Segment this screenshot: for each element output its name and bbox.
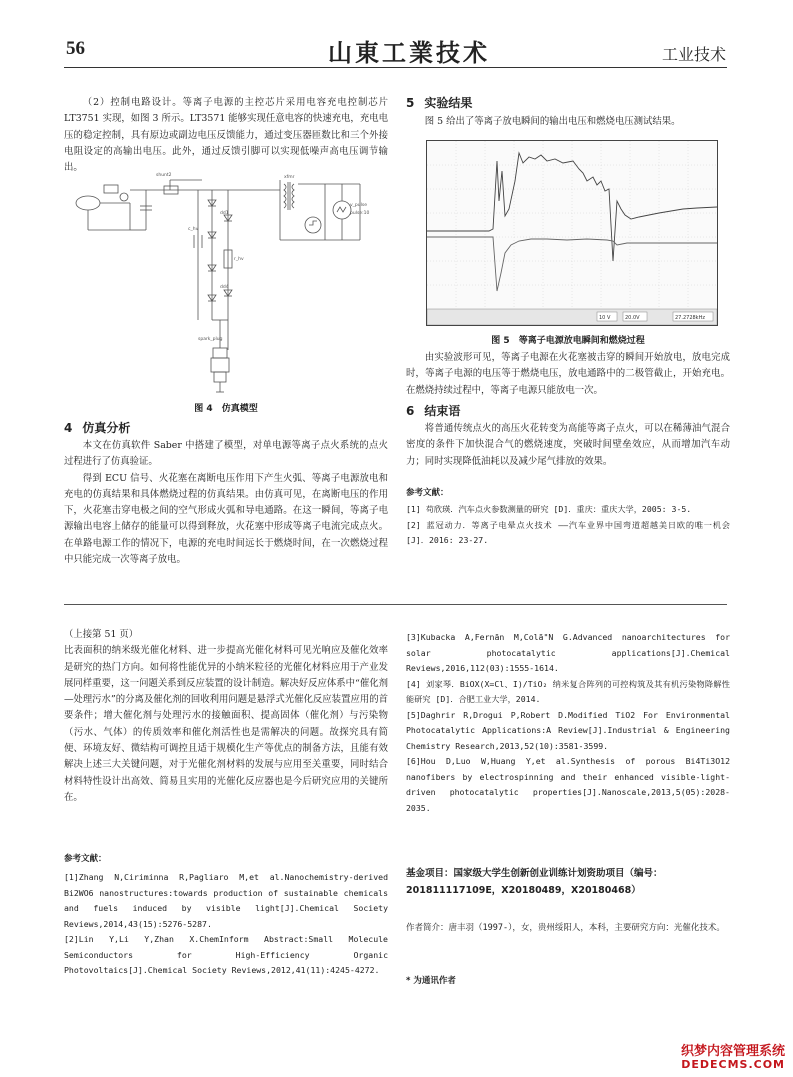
fund-info: 基金项目：国家级大学生创新创业训练计划资助项目（编号：201811117109E，X20180489，X20180468） — [406, 868, 663, 896]
page-number: 56 — [66, 38, 85, 59]
svg-text:dd1: dd1 — [220, 211, 229, 216]
continued-note: （上接第 51 页） — [64, 629, 139, 640]
figure4-circuit-diagram — [70, 170, 380, 400]
journal-logo: 山東工業技术 — [328, 38, 490, 67]
left-column-sim — [64, 438, 388, 568]
section-label: 工业技术 — [662, 45, 727, 64]
svg-text:dd4: dd4 — [220, 285, 229, 290]
top-references — [406, 486, 730, 549]
svg-text:shunt2: shunt2 — [156, 173, 172, 178]
section4-heading — [64, 419, 130, 437]
figure5-oscilloscope — [426, 140, 718, 326]
paragraph-sim-results: 得到 ECU 信号、火花塞在离断电压作用下产生火弧、等离子电源放电和充电的仿真结果和具体燃烧过程的仿真结果。由仿真可见，在离断电压的作用下，火花塞击穿电极之间的空气形成火弧和导电通路。在这一瞬间，等离子电源输出电容上储存的能量可以得到释放，火花塞中形成等离子电流完成点火。在单路电源工作的情况下，电源的充电时间远长于燃烧时间，在一次燃烧过程中只能完成一次等离子放电。 — [64, 472, 388, 566]
paragraph-fig5-intro: 图 5 给出了等离子放电瞬间的输出电压和燃烧电压测试结果。 — [424, 116, 681, 127]
section5-number: 5 — [406, 96, 415, 110]
section6-number: 6 — [406, 404, 415, 418]
figure5-caption: 图 5 等离子电源放电瞬间和燃烧过程 — [491, 336, 645, 346]
bottom-ref-5: [5]Daghrir R,Drogui P,Robert D.Modified TiO2 For Environmental Photocatalytic Applications:A Review[J].Industrial & Engineering Chemistry Research,2013,52(10):3581-3599. — [406, 709, 730, 751]
paragraph-control-circuit: （2）控制电路设计。等离子电源的主控芯片采用电容充电控制芯片 LT3751 实现，如图 3 所示。LT3571 能够实现任意电容的快速充电，充电电压的稳定控制，具有原边或副边电压反馈能力，通过变压器匝数比和三个外接电阻设定的高输出电压。此外，通过反馈引脚可以实现低噪声高电压调节输出。 — [64, 97, 388, 174]
scope-ch1-scale: 10 V — [599, 315, 611, 321]
paragraph-conclusion: 将普通传统点火的高压火花转变为高能等离子点火，可以在稀薄油气混合密度的条件下加快混合气的燃烧速度，突破时间壁垒效应，从而增加汽车动力；同时实现降低油耗以及减少尾气排放的效果。 — [406, 423, 730, 467]
section4-number: 4 — [64, 421, 73, 435]
top-ref-2: [2] 蓝冠动力．等离子电晕点火技术 ——汽车业界中国弯道超越美日欧的唯一机会 [J]．2016: 23-27. — [406, 519, 730, 545]
svg-text:v_pulse: v_pulse — [350, 203, 367, 208]
author-info: 作者简介：唐丰羽（1997-），女，贵州绥阳人，本科，主要研究方向：光催化技术。 — [406, 923, 725, 933]
paragraph-saber: 本文在仿真软件 Saber 中搭建了模型，对单电源等离子点火系统的点火过程进行了仿真验证。 — [64, 440, 388, 468]
section5-heading — [406, 94, 472, 112]
bottom-right-references — [406, 630, 730, 816]
left-column-bottom — [64, 627, 388, 806]
watermark-url: DEDECMS.COM — [681, 1058, 785, 1071]
top-ref-1: [1] 苟欣瑛．汽车点火参数测量的研究 [D]．重庆：重庆大学，2005: 3-5. — [406, 504, 692, 514]
bottom-ref-4: [4] 刘家琴．BiOX(X=Cl、I)/TiO₂ 纳米复合阵列的可控构筑及其有机污染物降解性能研究 [D]．合肥工业大学，2014. — [406, 678, 730, 704]
top-refs-title: 参考文献： — [406, 488, 449, 498]
svg-text:spark_plug: spark_plug — [198, 337, 223, 342]
svg-text:pulse:10: pulse:10 — [350, 211, 370, 216]
left-column-top — [64, 95, 388, 176]
right-column-results — [406, 350, 730, 399]
section5-title: 实验结果 — [424, 96, 473, 110]
scope-frequency: 27.2728kHz — [675, 315, 705, 321]
scope-ch2-scale: 20.0V — [625, 315, 640, 321]
right-column-conclusion — [406, 421, 730, 470]
corresponding-author-note: * 为通讯作者 — [406, 976, 456, 986]
bottom-ref-3: [3]Kubacka A,Fernān M,Colã"N G.Advanced nanoarchitectures for solar photocatalytic applications[J].Chemical Reviews,2016,112(03):1555-1614. — [406, 632, 730, 673]
bottom-ref-6: [6]Hou D,Luo W,Huang Y,et al.Synthesis of porous Bi4Ti3O12 nanofibers by electrospinning and their enhanced visible-light-driven photocatalytic properties[J].Nanoscale,2013,5(05):2028-2035. — [406, 756, 730, 813]
bottom-left-references — [64, 852, 388, 979]
bottom-ref-2: [2]Lin Y,Li Y,Zhan X.ChemInform Abstract:Small Molecule Semiconductors for High-Efficiency Organic Photovoltaics[J].Chemical Society Reviews,2012,41(11):4245-4272. — [64, 934, 388, 975]
right-column-intro — [406, 114, 730, 130]
section6-title: 结束语 — [424, 404, 461, 418]
oscilloscope-waveform — [427, 141, 717, 325]
svg-text:r_hv: r_hv — [234, 257, 244, 262]
svg-text:xfmr: xfmr — [284, 175, 295, 180]
watermark-title: 织梦内容管理系统 — [680, 1044, 785, 1059]
header-rule — [64, 67, 727, 68]
bottom-refs-title: 参考文献： — [64, 854, 107, 864]
section6-heading — [406, 402, 460, 420]
paragraph-waveform-analysis: 由实验波形可见，等离子电源在火花塞被击穿的瞬间开始放电，放电完成时，等离子电源的电压等于燃烧电压，放电通路中的二极管截止，开始充电。在燃烧持续过程中，等离子电源只能放电一次。 — [406, 352, 730, 396]
section4-title: 仿真分析 — [82, 421, 131, 435]
figure4-caption: 图 4 仿真模型 — [194, 404, 258, 414]
bottom-ref-1: [1]Zhang N,Ciriminna R,Pagliaro M,et al.Nanochemistry-derived Bi2WO6 nanostructures:towards production of sustainable chemicals and fuels induced by visible light[J].Chemical Society Reviews,2014,43(15):5276-5287. — [64, 872, 388, 929]
paragraph-photocatalysis: 比表面积的纳米级光催化材料、进一步提高光催化材料可见光响应及催化效率是研究的热门方向。如何将性能优异的小纳米粒径的光催化材料应用于产业发展同样重要，这一问题关系到反应装置的设计制造。解决好反应体系中“催化剂—处理污水”的分离及催化剂的回收利用问题是悬浮式光催化反应装置应用的首要条件；增大催化剂与处理污水的接触面积、提高固体（催化剂）与污染物（污水、气体）的传质效率和催化剂活性也是需解决的问题。故探究具有简便、环境友好、微结构可调控且适于规模化生产等优点的制备方法，且能有效解决上述三大关键问题，对于光催化剂材料的发展与应用至关重要，同时结合材料特性设计出高效、简易且实用的光催化反应器也是今后研究应用的关键所在。 — [64, 645, 388, 803]
svg-text:c_hv: c_hv — [188, 227, 199, 232]
article-divider — [64, 604, 727, 605]
